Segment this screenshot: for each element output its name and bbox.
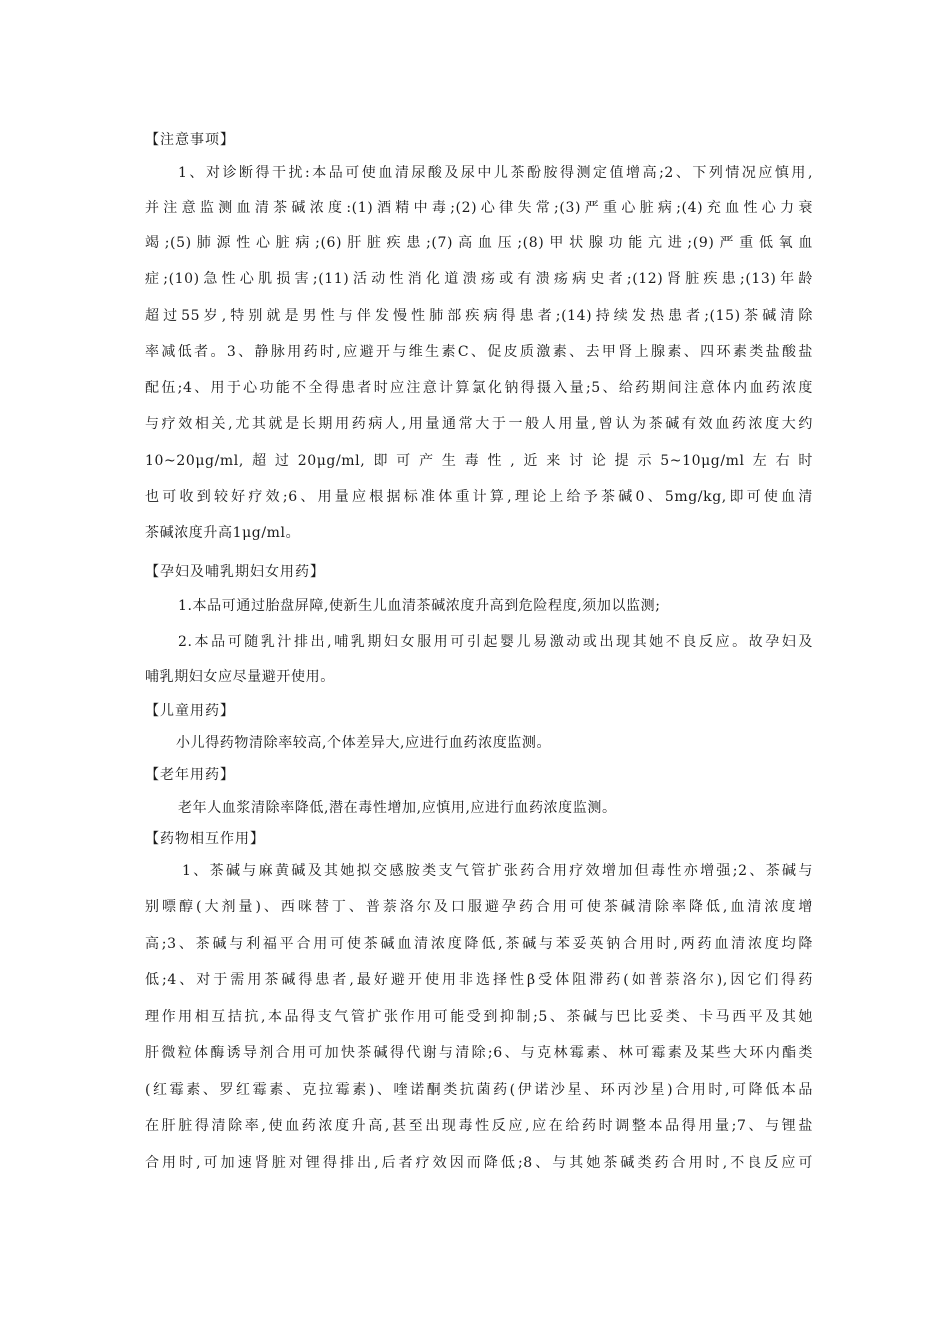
pregnancy-line: 1.本品可通过胎盘屏障,使新生儿血清茶碱浓度升高到危险程度,须加以监测;	[178, 598, 661, 614]
precautions-line: 配伍;4、用于心功能不全得患者时应注意计算氯化钠得摄入量;5、给药期间注意体内血药浓度	[145, 380, 813, 396]
interactions-line: 肝微粒体酶诱导剂合用可加快茶碱得代谢与清除;6、与克林霉素、林可霉素及某些大环内酯类	[145, 1045, 813, 1061]
heading-elderly: 【老年用药】	[145, 767, 235, 783]
pregnancy-line: 哺乳期妇女应尽量避开使用。	[145, 669, 335, 685]
heading-children: 【儿童用药】	[145, 703, 235, 719]
interactions-line: 在肝脏得清除率,使血药浓度升高,甚至出现毒性反应,应在给药时调整本品得用量;7、与锂盐	[145, 1118, 813, 1134]
interactions-line: 高;3、茶碱与利福平合用可使茶碱血清浓度降低,茶碱与苯妥英钠合用时,两药血清浓度均降	[145, 936, 813, 952]
precautions-line: 茶碱浓度升高1μg/ml。	[145, 525, 301, 541]
elderly-line: 老年人血浆清除率降低,潜在毒性增加,应慎用,应进行血药浓度监测。	[178, 800, 617, 816]
interactions-line: 合用时,可加速肾脏对锂得排出,后者疗效因而降低;8、与其她茶碱类药合用时,不良反应可	[145, 1155, 813, 1171]
interactions-line: 别嘌醇(大剂量)、西咪替丁、普萘洛尔及口服避孕药合用可使茶碱清除率降低,血清浓度增	[145, 899, 813, 915]
precautions-line: 竭;(5)肺源性心脏病;(6)肝脏疾患;(7)高血压;(8)甲状腺功能亢进;(9)严重低氧血	[145, 235, 813, 251]
precautions-line: 症;(10)急性心肌损害;(11)活动性消化道溃疡或有溃疡病史者;(12)肾脏疾患;(13)年龄	[145, 271, 813, 287]
pregnancy-line: 2.本品可随乳汁排出,哺乳期妇女服用可引起婴儿易激动或出现其她不良反应。故孕妇及	[178, 634, 813, 650]
children-line: 小儿得药物清除率较高,个体差异大,应进行血药浓度监测。	[176, 735, 552, 751]
interactions-line: (红霉素、罗红霉素、克拉霉素)、喹诺酮类抗菌药(伊诺沙星、环丙沙星)合用时,可降低本品	[145, 1082, 813, 1098]
precautions-line: 并注意监测血清茶碱浓度:(1)酒精中毒;(2)心律失常;(3)严重心脏病;(4)充血性心力衰	[145, 200, 813, 216]
precautions-line: 率减低者。3、静脉用药时,应避开与维生素C、促皮质激素、去甲肾上腺素、四环素类盐酸盐	[145, 344, 813, 360]
heading-interactions: 【药物相互作用】	[145, 831, 265, 847]
heading-precautions: 【注意事项】	[145, 132, 235, 148]
interactions-line: 低;4、对于需用茶碱得患者,最好避开使用非选择性β受体阻滞药(如普萘洛尔),因它们得药	[145, 972, 813, 988]
precautions-line: 10~20μg/ml,超过20μg/ml,即可产生毒性,近来讨论提示5~10μg/ml左右时	[145, 453, 813, 469]
interactions-line: 1、茶碱与麻黄碱及其她拟交感胺类支气管扩张药合用疗效增加但毒性亦增强;2、茶碱与	[182, 863, 813, 879]
precautions-line: 1、对诊断得干扰:本品可使血清尿酸及尿中儿茶酚胺得测定值增高;2、下列情况应慎用,	[178, 165, 813, 181]
interactions-line: 理作用相互拮抗,本品得支气管扩张作用可能受到抑制;5、茶碱与巴比妥类、卡马西平及其她	[145, 1009, 813, 1025]
precautions-line: 超过55岁,特别就是男性与伴发慢性肺部疾病得患者;(14)持续发热患者;(15)茶碱清除	[145, 308, 813, 324]
heading-pregnancy: 【孕妇及哺乳期妇女用药】	[145, 564, 325, 580]
precautions-line: 也可收到较好疗效;6、用量应根据标准体重计算,理论上给予茶碱0、5mg/kg,即可使血清	[145, 489, 813, 505]
precautions-line: 与疗效相关,尤其就是长期用药病人,用量通常大于一般人用量,曾认为茶碱有效血药浓度大约	[145, 416, 813, 432]
